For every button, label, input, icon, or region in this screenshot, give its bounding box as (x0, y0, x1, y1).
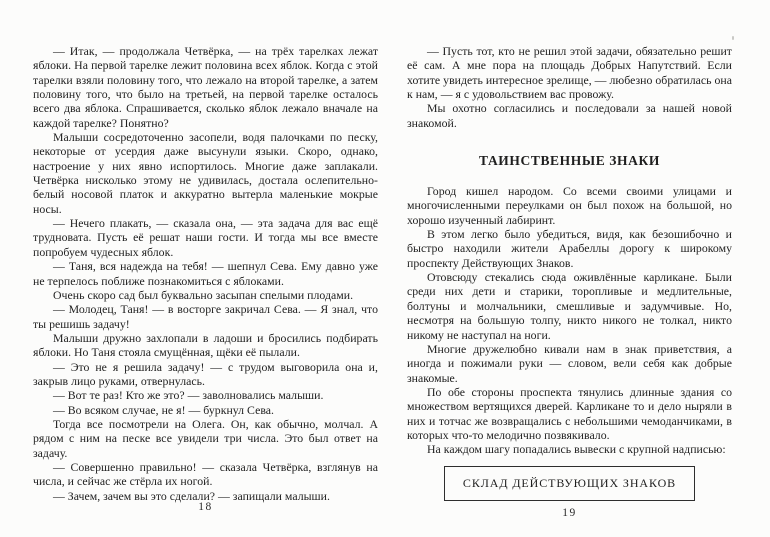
paragraph: — Это не я решила задачу! — с трудом выговорила она и, закрыв лицо руками, отвернулась. (33, 359, 378, 388)
paragraph: Тогда все посмотрели на Олега. Он, как обычно, молчал. А рядом с ним на песке все увидели три числа. Это был ответ на задачу. (33, 416, 378, 460)
paragraph: — Таня, вся надежда на тебя! — шепнул Сева. Ему давно уже не терпелось поближе познакомиться с яблоками. (33, 259, 378, 288)
chapter-heading: ТАИНСТВЕННЫЕ ЗНАКИ (479, 153, 660, 169)
paragraph: На каждом шагу попадались вывески с крупной надписью: (427, 442, 726, 457)
page-left (33, 44, 378, 503)
paragraph: — Молодец, Таня! — в восторге закричал Сева. — Я знал, что ты решишь задачу! (33, 302, 378, 331)
paragraph: — Итак, — продолжала Четвёрка, — на трёх тарелках лежат яблоки. На первой тарелке лежит половина всех яблок. Когда с этой тарелки взяли половину того, что лежало на второй тарелке, а затем половину того, что было на третьей, на первой тарелке осталось всего два яблока. Спрашивается, сколько яблок лежало вначале на каждой тарелке? Понятно? (33, 44, 378, 130)
paragraph: — Зачем, зачем вы это сделали? — запищали малыши. (53, 488, 330, 503)
paragraph: Отовсюду стекались сюда оживлённые карликане. Были среди них дети и старики, торопливые и медлительные, болтуны и молчальники, смешливые и задумчивые. Но, несмотря на большую толпу, никто никого не толкал, никто никому не наступал на ноги. (407, 270, 732, 342)
paragraph: — Нечего плакать, — сказала она, — эта задача для вас ещё трудновата. Пусть её решат наши гости. И тогда мы все вместе попробуем чудесных яблок. (33, 216, 378, 259)
scan-speck (732, 36, 734, 40)
paragraph: Малыши дружно захлопали в ладоши и бросились подбирать яблоки. Но Таня стояла смущённая, щёки её пылали. (33, 330, 378, 360)
page-number-right: 19 (562, 507, 577, 519)
page-number-left: 18 (198, 501, 213, 513)
sign-box-label: СКЛАД ДЕЙСТВУЮЩИХ ЗНАКОВ (462, 475, 677, 490)
paragraph: Город кишел народом. Со всеми своими улицами и многочисленными переулками он был похож на большой, но хорошо изученный лабиринт. (407, 184, 732, 227)
paragraph: Очень скоро сад был буквально засыпан спелыми плодами. (53, 287, 354, 302)
paragraph: По обе стороны проспекта тянулись длинные здания со множеством вертящихся дверей. Карликане то и дело ныряли в них и тотчас же возвращались с небольшими чемоданчиками, в которых что-то мелодично позвякивало. (407, 384, 732, 442)
paragraph: Многие дружелюбно кивали нам в знак приветствия, а иногда и пожимали руки — словом, вели себя как добрые знакомые. (407, 341, 732, 385)
paragraph: — Пусть тот, кто не решил этой задачи, обязательно решит её сам. А мне пора на площадь Добрых Напутствий. Если хотите увидеть интересное зрелище, — любезно обратилась она к нам, — я с удовольствием вас провожу. (407, 44, 732, 102)
page-right-body-text (407, 184, 732, 457)
page-right-intro-text (407, 44, 732, 130)
paragraph: В этом легко было убедиться, видя, как безошибочно и быстро находили жители Арабеллы дорогу к широкому проспекту Действующих Знаков. (407, 227, 732, 270)
paragraph: Мы охотно согласились и последовали за нашей новой знакомой. (407, 101, 732, 130)
paragraph: — Во всяком случае, не я! — буркнул Сева. (53, 402, 274, 417)
paragraph: — Совершенно правильно! — сказала Четвёрка, взглянув на числа, и сейчас же стёрла их ногой. (33, 459, 378, 489)
sign-box (444, 466, 695, 501)
paragraph: — Вот те раз! Кто же это? — заволновались малыши. (53, 388, 324, 403)
page-left-text (33, 44, 378, 503)
page-right (407, 44, 732, 501)
paragraph: Малыши сосредоточенно засопели, водя палочками по песку, некоторые от усердия даже высунули языки. Скоро, однако, настроение у них явно испортилось. Многие даже заплакали. Четвёрка нисколько этому не удивилась, достала ослепительно-белый носовой платок и аккуратно вытерла маленькие мокрые носы. (33, 130, 378, 216)
